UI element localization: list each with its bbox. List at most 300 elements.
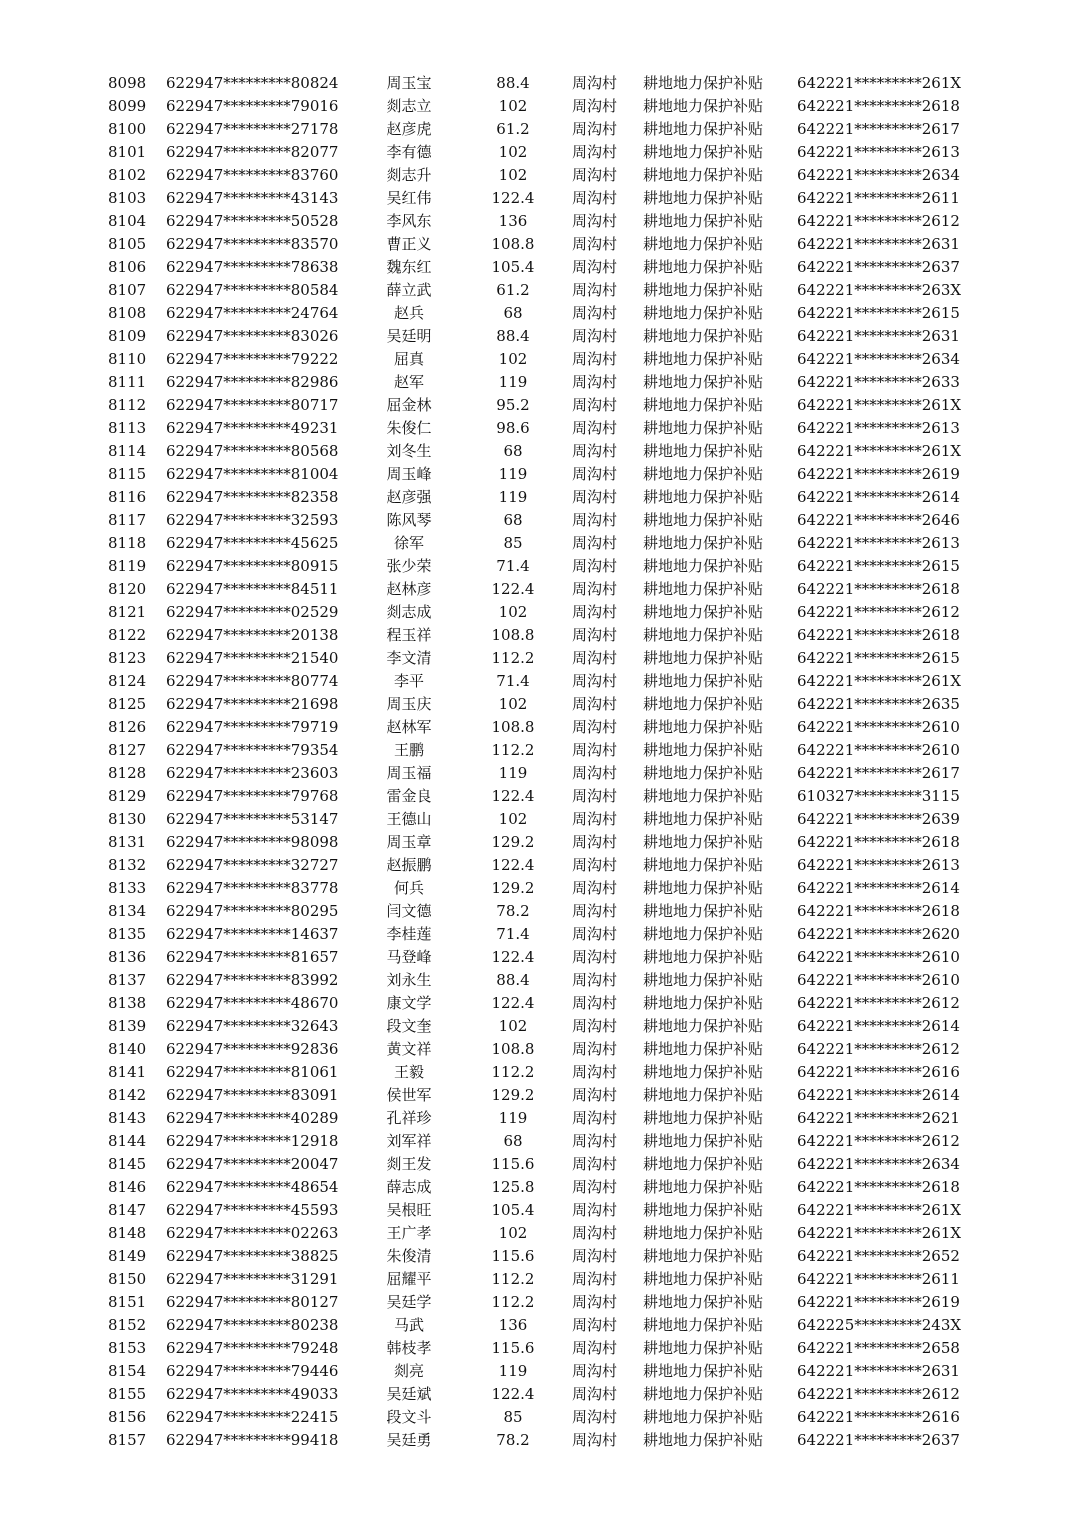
bank-card-number: 622947*********79222 — [166, 350, 339, 368]
row-seq-number: 8140 — [108, 1040, 147, 1058]
subsidy-amount: 112.2 — [491, 1293, 535, 1311]
bank-card-number: 622947*********79446 — [166, 1362, 339, 1380]
table-row — [0, 1291, 1074, 1314]
id-number: 642221*********2637 — [797, 258, 960, 276]
village-name: 周沟村 — [572, 1247, 618, 1265]
row-seq-number: 8141 — [108, 1063, 147, 1081]
subsidy-type: 耕地地力保护补贴 — [643, 442, 764, 460]
id-number: 610327*********3115 — [797, 787, 960, 805]
village-name: 周沟村 — [572, 327, 618, 345]
subsidy-amount: 68 — [503, 304, 523, 322]
row-seq-number: 8119 — [108, 557, 147, 575]
table-row — [0, 1176, 1074, 1199]
subsidy-type: 耕地地力保护补贴 — [643, 327, 764, 345]
table-row — [0, 716, 1074, 739]
bank-card-number: 622947*********49033 — [166, 1385, 339, 1403]
recipient-name: 段文斗 — [386, 1408, 432, 1426]
subsidy-amount: 102 — [498, 166, 528, 184]
subsidy-type: 耕地地力保护补贴 — [643, 1063, 764, 1081]
village-name: 周沟村 — [572, 511, 618, 529]
bank-card-number: 622947*********80295 — [166, 902, 339, 920]
subsidy-amount: 136 — [498, 1316, 528, 1334]
row-seq-number: 8128 — [108, 764, 147, 782]
id-number: 642221*********2614 — [797, 1017, 960, 1035]
subsidy-type: 耕地地力保护补贴 — [643, 74, 764, 92]
recipient-name: 赵林军 — [386, 718, 432, 736]
row-seq-number: 8110 — [108, 350, 147, 368]
id-number: 642221*********2646 — [797, 511, 960, 529]
bank-card-number: 622947*********80774 — [166, 672, 339, 690]
village-name: 周沟村 — [572, 603, 618, 621]
village-name: 周沟村 — [572, 419, 618, 437]
table-row — [0, 95, 1074, 118]
table-row — [0, 900, 1074, 923]
subsidy-type: 耕地地力保护补贴 — [643, 741, 764, 759]
row-seq-number: 8129 — [108, 787, 147, 805]
bank-card-number: 622947*********83091 — [166, 1086, 339, 1104]
recipient-name: 李文清 — [386, 649, 432, 667]
table-row — [0, 1061, 1074, 1084]
id-number: 642221*********261X — [797, 1201, 962, 1219]
subsidy-amount: 102 — [498, 97, 528, 115]
id-number: 642221*********2615 — [797, 649, 960, 667]
subsidy-amount: 119 — [498, 488, 528, 506]
subsidy-type: 耕地地力保护补贴 — [643, 1316, 764, 1334]
row-seq-number: 8133 — [108, 879, 147, 897]
recipient-name: 吴红伟 — [386, 189, 432, 207]
subsidy-amount: 102 — [498, 143, 528, 161]
table-row — [0, 739, 1074, 762]
subsidy-type: 耕地地力保护补贴 — [643, 626, 764, 644]
recipient-name: 韩枝孝 — [386, 1339, 432, 1357]
subsidy-amount: 85 — [503, 534, 523, 552]
subsidy-type: 耕地地力保护补贴 — [643, 511, 764, 529]
subsidy-amount: 122.4 — [491, 994, 535, 1012]
bank-card-number: 622947*********82358 — [166, 488, 339, 506]
subsidy-type: 耕地地力保护补贴 — [643, 649, 764, 667]
subsidy-amount: 105.4 — [491, 1201, 535, 1219]
subsidy-type: 耕地地力保护补贴 — [643, 120, 764, 138]
table-row — [0, 233, 1074, 256]
recipient-name: 赵振鹏 — [386, 856, 432, 874]
subsidy-type: 耕地地力保护补贴 — [643, 1040, 764, 1058]
bank-card-number: 622947*********43143 — [166, 189, 339, 207]
recipient-name: 康文学 — [386, 994, 432, 1012]
village-name: 周沟村 — [572, 1178, 618, 1196]
bank-card-number: 622947*********53147 — [166, 810, 339, 828]
bank-card-number: 622947*********02263 — [166, 1224, 339, 1242]
subsidy-type: 耕地地力保护补贴 — [643, 787, 764, 805]
row-seq-number: 8146 — [108, 1178, 147, 1196]
row-seq-number: 8156 — [108, 1408, 147, 1426]
bank-card-number: 622947*********80127 — [166, 1293, 339, 1311]
id-number: 642221*********2613 — [797, 534, 960, 552]
row-seq-number: 8157 — [108, 1431, 147, 1449]
row-seq-number: 8108 — [108, 304, 147, 322]
subsidy-type: 耕地地力保护补贴 — [643, 1178, 764, 1196]
subsidy-type: 耕地地力保护补贴 — [643, 1109, 764, 1127]
bank-card-number: 622947*********23603 — [166, 764, 339, 782]
id-number: 642221*********2610 — [797, 971, 960, 989]
row-seq-number: 8106 — [108, 258, 147, 276]
bank-card-number: 622947*********79719 — [166, 718, 339, 736]
subsidy-type: 耕地地力保护补贴 — [643, 925, 764, 943]
subsidy-type: 耕地地力保护补贴 — [643, 1132, 764, 1150]
subsidy-type: 耕地地力保护补贴 — [643, 1293, 764, 1311]
row-seq-number: 8155 — [108, 1385, 147, 1403]
id-number: 642221*********2612 — [797, 1132, 960, 1150]
subsidy-type: 耕地地力保护补贴 — [643, 97, 764, 115]
table-row — [0, 578, 1074, 601]
subsidy-amount: 129.2 — [491, 879, 535, 897]
subsidy-amount: 119 — [498, 1362, 528, 1380]
row-seq-number: 8132 — [108, 856, 147, 874]
subsidy-amount: 102 — [498, 810, 528, 828]
id-number: 642221*********2637 — [797, 1431, 960, 1449]
village-name: 周沟村 — [572, 1132, 618, 1150]
row-seq-number: 8111 — [108, 373, 147, 391]
village-name: 周沟村 — [572, 1385, 618, 1403]
subsidy-amount: 95.2 — [496, 396, 530, 414]
subsidy-amount: 119 — [498, 1109, 528, 1127]
id-number: 642221*********2613 — [797, 419, 960, 437]
subsidy-type: 耕地地力保护补贴 — [643, 1224, 764, 1242]
bank-card-number: 622947*********80915 — [166, 557, 339, 575]
bank-card-number: 622947*********32727 — [166, 856, 339, 874]
village-name: 周沟村 — [572, 1155, 618, 1173]
bank-card-number: 622947*********79016 — [166, 97, 339, 115]
subsidy-type: 耕地地力保护补贴 — [643, 1201, 764, 1219]
recipient-name: 魏东红 — [386, 258, 432, 276]
id-number: 642221*********2612 — [797, 1040, 960, 1058]
row-seq-number: 8143 — [108, 1109, 147, 1127]
table-row — [0, 279, 1074, 302]
row-seq-number: 8151 — [108, 1293, 147, 1311]
table-row — [0, 969, 1074, 992]
bank-card-number: 622947*********82077 — [166, 143, 339, 161]
village-name: 周沟村 — [572, 488, 618, 506]
subsidy-type: 耕地地力保护补贴 — [643, 810, 764, 828]
village-name: 周沟村 — [572, 189, 618, 207]
id-number: 642221*********261X — [797, 442, 962, 460]
table-row — [0, 72, 1074, 95]
village-name: 周沟村 — [572, 1293, 618, 1311]
bank-card-number: 622947*********20047 — [166, 1155, 339, 1173]
table-row — [0, 1429, 1074, 1452]
row-seq-number: 8138 — [108, 994, 147, 1012]
bank-card-number: 622947*********81004 — [166, 465, 339, 483]
subsidy-amount: 68 — [503, 1132, 523, 1150]
subsidy-amount: 71.4 — [496, 672, 530, 690]
recipient-name: 赵彦强 — [386, 488, 432, 506]
subsidy-amount: 78.2 — [496, 902, 530, 920]
recipient-name: 马武 — [393, 1316, 424, 1334]
subsidy-amount: 125.8 — [491, 1178, 535, 1196]
row-seq-number: 8120 — [108, 580, 147, 598]
subsidy-type: 耕地地力保护补贴 — [643, 281, 764, 299]
subsidy-type: 耕地地力保护补贴 — [643, 258, 764, 276]
recipient-name: 王毅 — [393, 1063, 424, 1081]
village-name: 周沟村 — [572, 1362, 618, 1380]
subsidy-amount: 122.4 — [491, 856, 535, 874]
village-name: 周沟村 — [572, 695, 618, 713]
bank-card-number: 622947*********83992 — [166, 971, 339, 989]
subsidy-type: 耕地地力保护补贴 — [643, 373, 764, 391]
id-number: 642221*********2615 — [797, 557, 960, 575]
id-number: 642221*********2612 — [797, 212, 960, 230]
bank-card-number: 622947*********32643 — [166, 1017, 339, 1035]
row-seq-number: 8126 — [108, 718, 147, 736]
subsidy-type: 耕地地力保护补贴 — [643, 143, 764, 161]
id-number: 642221*********2616 — [797, 1408, 960, 1426]
village-name: 周沟村 — [572, 1201, 618, 1219]
id-number: 642221*********2616 — [797, 1063, 960, 1081]
bank-card-number: 622947*********40289 — [166, 1109, 339, 1127]
recipient-name: 段文奎 — [386, 1017, 432, 1035]
recipient-name: 曹正义 — [386, 235, 432, 253]
recipient-name: 王广孝 — [386, 1224, 432, 1242]
recipient-name: 张少荣 — [386, 557, 432, 575]
row-seq-number: 8150 — [108, 1270, 147, 1288]
subsidy-amount: 115.6 — [491, 1247, 535, 1265]
id-number: 642221*********2615 — [797, 304, 960, 322]
village-name: 周沟村 — [572, 557, 618, 575]
row-seq-number: 8130 — [108, 810, 147, 828]
recipient-name: 马登峰 — [386, 948, 432, 966]
village-name: 周沟村 — [572, 373, 618, 391]
subsidy-type: 耕地地力保护补贴 — [643, 534, 764, 552]
village-name: 周沟村 — [572, 626, 618, 644]
subsidy-amount: 122.4 — [491, 580, 535, 598]
subsidy-amount: 122.4 — [491, 787, 535, 805]
row-seq-number: 8134 — [108, 902, 147, 920]
subsidy-type: 耕地地力保护补贴 — [643, 557, 764, 575]
bank-card-number: 622947*********14637 — [166, 925, 339, 943]
subsidy-amount: 71.4 — [496, 925, 530, 943]
row-seq-number: 8112 — [108, 396, 147, 414]
table-row — [0, 762, 1074, 785]
table-row — [0, 1383, 1074, 1406]
subsidy-type: 耕地地力保护补贴 — [643, 672, 764, 690]
subsidy-type: 耕地地力保护补贴 — [643, 580, 764, 598]
bank-card-number: 622947*********80717 — [166, 396, 339, 414]
subsidy-amount: 122.4 — [491, 189, 535, 207]
subsidy-amount: 136 — [498, 212, 528, 230]
recipient-name: 侯世军 — [386, 1086, 432, 1104]
table-row — [0, 210, 1074, 233]
recipient-name: 王德山 — [386, 810, 432, 828]
subsidy-amount: 61.2 — [496, 281, 530, 299]
recipient-name: 陈风琴 — [386, 511, 432, 529]
row-seq-number: 8117 — [108, 511, 147, 529]
subsidy-type: 耕地地力保护补贴 — [643, 235, 764, 253]
bank-card-number: 622947*********80584 — [166, 281, 339, 299]
village-name: 周沟村 — [572, 1086, 618, 1104]
bank-card-number: 622947*********84511 — [166, 580, 339, 598]
table-row — [0, 256, 1074, 279]
subsidy-amount: 68 — [503, 442, 523, 460]
row-seq-number: 8148 — [108, 1224, 147, 1242]
subsidy-amount: 98.6 — [496, 419, 530, 437]
bank-card-number: 622947*********20138 — [166, 626, 339, 644]
village-name: 周沟村 — [572, 833, 618, 851]
row-seq-number: 8147 — [108, 1201, 147, 1219]
village-name: 周沟村 — [572, 465, 618, 483]
table-row — [0, 1199, 1074, 1222]
bank-card-number: 622947*********48670 — [166, 994, 339, 1012]
id-number: 642221*********2617 — [797, 120, 960, 138]
village-name: 周沟村 — [572, 1339, 618, 1357]
table-row — [0, 532, 1074, 555]
id-number: 642221*********2639 — [797, 810, 960, 828]
id-number: 642221*********2613 — [797, 856, 960, 874]
table-row — [0, 808, 1074, 831]
id-number: 642221*********2610 — [797, 718, 960, 736]
row-seq-number: 8116 — [108, 488, 147, 506]
bank-card-number: 622947*********38825 — [166, 1247, 339, 1265]
village-name: 周沟村 — [572, 166, 618, 184]
row-seq-number: 8154 — [108, 1362, 147, 1380]
bank-card-number: 622947*********22415 — [166, 1408, 339, 1426]
village-name: 周沟村 — [572, 1063, 618, 1081]
id-number: 642221*********2619 — [797, 1293, 960, 1311]
id-number: 642221*********2618 — [797, 580, 960, 598]
recipient-name: 屈金林 — [386, 396, 432, 414]
table-row — [0, 854, 1074, 877]
bank-card-number: 622947*********79248 — [166, 1339, 339, 1357]
recipient-name: 吴廷学 — [386, 1293, 432, 1311]
subsidy-type: 耕地地力保护补贴 — [643, 166, 764, 184]
recipient-name: 王鹏 — [393, 741, 424, 759]
recipient-name: 闫文德 — [386, 902, 432, 920]
bank-card-number: 622947*********83778 — [166, 879, 339, 897]
village-name: 周沟村 — [572, 235, 618, 253]
table-row — [0, 325, 1074, 348]
table-row — [0, 440, 1074, 463]
subsidy-type: 耕地地力保护补贴 — [643, 189, 764, 207]
bank-card-number: 622947*********92836 — [166, 1040, 339, 1058]
table-row — [0, 647, 1074, 670]
village-name: 周沟村 — [572, 856, 618, 874]
row-seq-number: 8113 — [108, 419, 147, 437]
id-number: 642221*********2633 — [797, 373, 960, 391]
bank-card-number: 622947*********79354 — [166, 741, 339, 759]
subsidy-amount: 102 — [498, 603, 528, 621]
subsidy-type: 耕地地力保护补贴 — [643, 488, 764, 506]
table-row — [0, 463, 1074, 486]
subsidy-type: 耕地地力保护补贴 — [643, 1155, 764, 1173]
village-name: 周沟村 — [572, 787, 618, 805]
bank-card-number: 622947*********80824 — [166, 74, 339, 92]
id-number: 642221*********2631 — [797, 235, 960, 253]
subsidy-amount: 108.8 — [491, 1040, 535, 1058]
subsidy-amount: 112.2 — [491, 741, 535, 759]
bank-card-number: 622947*********82986 — [166, 373, 339, 391]
bank-card-number: 622947*********50528 — [166, 212, 339, 230]
subsidy-amount: 122.4 — [491, 948, 535, 966]
bank-card-number: 622947*********79768 — [166, 787, 339, 805]
subsidy-type: 耕地地力保护补贴 — [643, 879, 764, 897]
recipient-name: 刘永生 — [386, 971, 432, 989]
village-name: 周沟村 — [572, 442, 618, 460]
village-name: 周沟村 — [572, 258, 618, 276]
row-seq-number: 8115 — [108, 465, 147, 483]
village-name: 周沟村 — [572, 74, 618, 92]
bank-card-number: 622947*********21540 — [166, 649, 339, 667]
village-name: 周沟村 — [572, 281, 618, 299]
subsidy-amount: 102 — [498, 1224, 528, 1242]
table-row — [0, 371, 1074, 394]
bank-card-number: 622947*********83760 — [166, 166, 339, 184]
recipient-name: 剡志升 — [386, 166, 432, 184]
subsidy-type: 耕地地力保护补贴 — [643, 603, 764, 621]
recipient-name: 剡亮 — [393, 1362, 424, 1380]
table-row — [0, 1245, 1074, 1268]
recipient-name: 赵林彦 — [386, 580, 432, 598]
village-name: 周沟村 — [572, 1040, 618, 1058]
row-seq-number: 8118 — [108, 534, 147, 552]
table-row — [0, 1360, 1074, 1383]
id-number: 642221*********261X — [797, 396, 962, 414]
village-name: 周沟村 — [572, 1408, 618, 1426]
row-seq-number: 8135 — [108, 925, 147, 943]
subsidy-type: 耕地地力保护补贴 — [643, 994, 764, 1012]
village-name: 周沟村 — [572, 948, 618, 966]
id-number: 642221*********2618 — [797, 833, 960, 851]
row-seq-number: 8127 — [108, 741, 147, 759]
id-number: 642221*********2612 — [797, 1385, 960, 1403]
table-row — [0, 624, 1074, 647]
id-number: 642221*********261X — [797, 672, 962, 690]
row-seq-number: 8104 — [108, 212, 147, 230]
id-number: 642221*********261X — [797, 74, 962, 92]
village-name: 周沟村 — [572, 396, 618, 414]
row-seq-number: 8152 — [108, 1316, 147, 1334]
recipient-name: 徐军 — [393, 534, 424, 552]
village-name: 周沟村 — [572, 879, 618, 897]
subsidy-type: 耕地地力保护补贴 — [643, 1362, 764, 1380]
subsidy-amount: 122.4 — [491, 1385, 535, 1403]
id-number: 642221*********2634 — [797, 350, 960, 368]
village-name: 周沟村 — [572, 1431, 618, 1449]
village-name: 周沟村 — [572, 1017, 618, 1035]
table-row — [0, 1153, 1074, 1176]
table-row — [0, 1130, 1074, 1153]
recipient-name: 李桂莲 — [386, 925, 432, 943]
subsidy-type: 耕地地力保护补贴 — [643, 1247, 764, 1265]
row-seq-number: 8122 — [108, 626, 147, 644]
subsidy-type: 耕地地力保护补贴 — [643, 764, 764, 782]
table-row — [0, 1406, 1074, 1429]
subsidy-type: 耕地地力保护补贴 — [643, 396, 764, 414]
subsidy-amount: 129.2 — [491, 1086, 535, 1104]
id-number: 642221*********2614 — [797, 879, 960, 897]
id-number: 642221*********2631 — [797, 1362, 960, 1380]
village-name: 周沟村 — [572, 718, 618, 736]
recipient-name: 孔祥珍 — [386, 1109, 432, 1127]
village-name: 周沟村 — [572, 97, 618, 115]
id-number: 642221*********2612 — [797, 603, 960, 621]
village-name: 周沟村 — [572, 764, 618, 782]
table-row — [0, 394, 1074, 417]
subsidy-amount: 105.4 — [491, 258, 535, 276]
recipient-name: 吴廷明 — [386, 327, 432, 345]
row-seq-number: 8144 — [108, 1132, 147, 1150]
subsidy-type: 耕地地力保护补贴 — [643, 948, 764, 966]
subsidy-type: 耕地地力保护补贴 — [643, 1017, 764, 1035]
subsidy-type: 耕地地力保护补贴 — [643, 856, 764, 874]
id-number: 642221*********2612 — [797, 994, 960, 1012]
